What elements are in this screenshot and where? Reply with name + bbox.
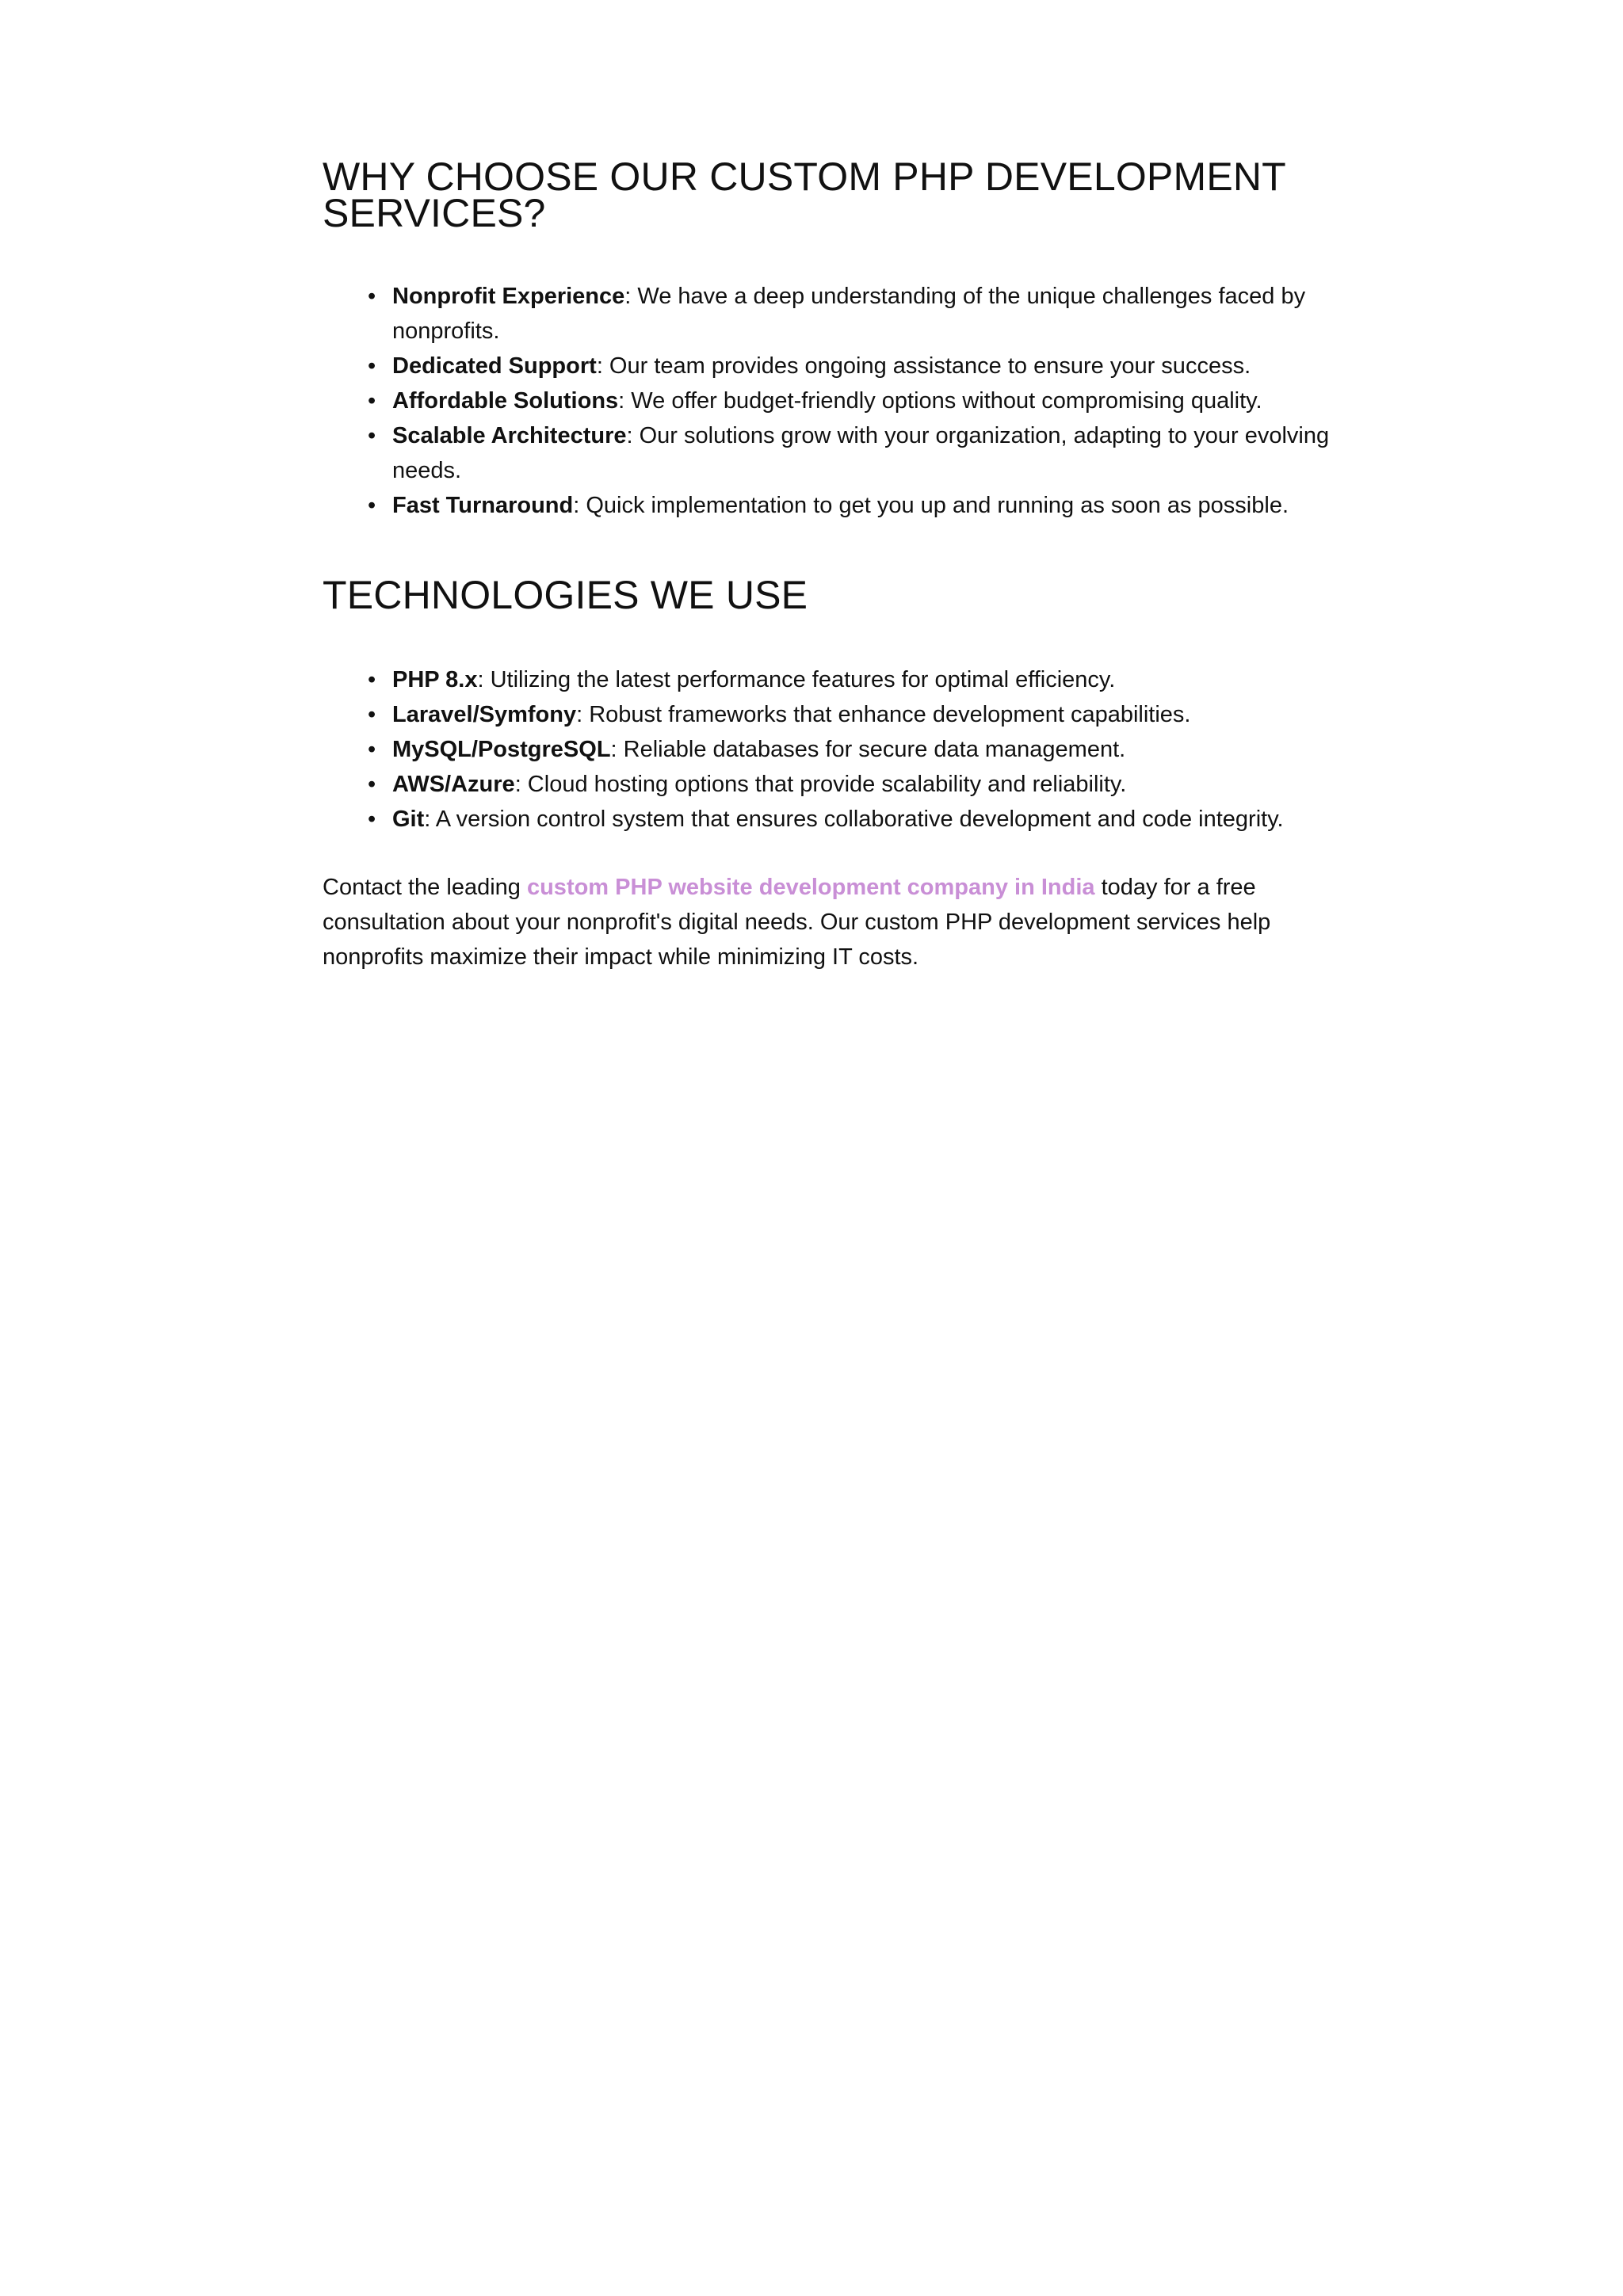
- list-item: [323, 488, 1337, 523]
- list-item: [323, 383, 1337, 418]
- bullet-icon: •: [368, 772, 376, 797]
- list-item: [323, 279, 1337, 349]
- list-item-text: : A version control system that ensures collaborative development and code integrity.: [424, 807, 1284, 832]
- list-item-term: MySQL/PostgreSQL: [392, 737, 611, 762]
- list-item-term: Git: [392, 807, 425, 832]
- technologies-heading: TECHNOLOGIES WE USE: [323, 573, 808, 617]
- bullet-icon: •: [368, 493, 376, 518]
- list-item-text: : We offer budget-friendly options without compromising quality.: [618, 388, 1262, 414]
- document-page: [323, 154, 1337, 974]
- list-item: [323, 767, 1337, 802]
- list-item-term: Laravel/Symfony: [392, 702, 577, 727]
- list-item-text: : Robust frameworks that enhance development capabilities.: [576, 702, 1191, 727]
- technologies-list: [323, 662, 1337, 837]
- company-link[interactable]: custom PHP website development company in India: [526, 875, 1095, 900]
- list-item-text: : We have a deep understanding of the unique challenges faced by nonprofits.: [392, 284, 1306, 344]
- bullet-icon: •: [368, 737, 376, 762]
- list-item-text: : Reliable databases for secure data management.: [610, 737, 1126, 762]
- bullet-icon: •: [368, 423, 376, 448]
- list-item-text: : Utilizing the latest performance features for optimal efficiency.: [477, 667, 1116, 692]
- list-item-term: Affordable Solutions: [392, 388, 619, 414]
- bullet-icon: •: [368, 667, 376, 692]
- list-item-text: : Our solutions grow with your organization, adapting to your evolving needs.: [392, 423, 1330, 483]
- list-item: [323, 349, 1337, 383]
- list-item-text: : Cloud hosting options that provide scalability and reliability.: [514, 772, 1127, 797]
- list-item-term: Scalable Architecture: [392, 423, 627, 448]
- bullet-icon: •: [368, 388, 376, 414]
- bullet-icon: •: [368, 353, 376, 379]
- why-choose-list: [323, 279, 1337, 523]
- list-item-text: : Our team provides ongoing assistance to ensure your success.: [596, 353, 1251, 379]
- contact-paragraph: [323, 870, 1329, 974]
- list-item: [323, 732, 1337, 767]
- list-item-term: Nonprofit Experience: [392, 284, 625, 309]
- list-item: [323, 418, 1337, 488]
- list-item-text: : Quick implementation to get you up and running as soon as possible.: [573, 493, 1289, 518]
- list-item-term: Fast Turnaround: [392, 493, 574, 518]
- bullet-icon: •: [368, 807, 376, 832]
- why-choose-heading: WHY CHOOSE OUR CUSTOM PHP DEVELOPMENT SERVICES?: [323, 154, 1286, 235]
- bullet-icon: •: [368, 284, 376, 309]
- contact-text-after: today for a free consultation about your nonprofit's digital needs. Our custom PHP development services help nonprofits maximize their impact while minimizing IT costs.: [323, 875, 1271, 970]
- list-item-term: Dedicated Support: [392, 353, 597, 379]
- list-item: [323, 802, 1337, 837]
- list-item-term: PHP 8.x: [392, 667, 478, 692]
- list-item: [323, 662, 1337, 697]
- list-item-term: AWS/Azure: [392, 772, 515, 797]
- contact-text-before: Contact the leading: [323, 875, 527, 900]
- bullet-icon: •: [368, 702, 376, 727]
- list-item: [323, 697, 1337, 732]
